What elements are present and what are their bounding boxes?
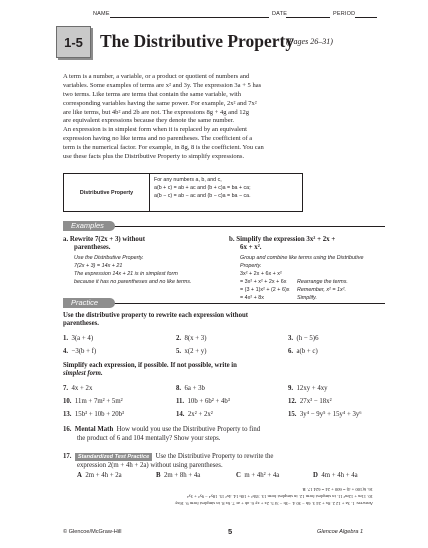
problem-8 [176,385,205,392]
problem-expression: (h − 5)6 [296,335,319,342]
problem-17 [63,453,273,461]
problem-1 [63,335,93,342]
problem-expression: 6a + 3b [184,385,205,392]
example-b-step-expr: = 4x² + 8x [240,294,264,301]
example-a-heading [63,236,145,253]
problem-2 [176,335,206,342]
example-b-step-expr: = (3 + 1)x² + (2 + 6)x [240,286,290,293]
problem-16-line: How would you use the Distributive Property to find [116,426,261,433]
example-a-heading-line: parentheses. [74,244,111,252]
problem-expression: 27x³ − 18x² [299,398,332,405]
problem-expression: 3y⁴ − 9y⁵ + 15y⁴ + 3y⁶ [299,411,362,418]
practice-label: Practice [63,298,115,308]
choice-text: 4m + 4h + 4a [321,472,358,479]
name-line [110,17,269,18]
problem-17-line: Use the Distributive Property to rewrite the [155,453,274,460]
problem-expression: 8(x + 3) [184,335,207,342]
problem-16 [63,426,260,433]
intro-line: An expression is in simplest form when it is replaced by an equivalent [63,126,248,134]
page-range: (Pages 26–31) [286,37,333,46]
answer-key-line: 16. 6(100 + 4) = 600 + 24 = 624 17. B [302,486,373,492]
example-b-body [240,255,363,302]
problem-expression: 3(a + 4) [71,335,94,342]
example-b-step-expr: = 3x² + x² + 2x + 6x [240,278,287,285]
problem-number: 10. [63,398,72,405]
choice-letter: C [236,472,241,479]
problem-expression: x(2 + y) [184,348,207,355]
problem-number: 13. [63,411,72,418]
problem-number: 5. [176,348,182,355]
property-line: For any numbers a, b, and c, [154,177,222,183]
problem-number: 7. [63,385,69,392]
example-b-heading-line: b. Simplify the expression 3x² + 2x + [229,236,336,243]
name-label: NAME [93,11,110,17]
date-line [286,17,330,18]
problem-number: 2. [176,335,182,342]
problem-expression: 12xy + 4xy [296,385,328,392]
problem-number: 4. [63,348,69,355]
intro-line: term is the numerical factor. For example, in 8g, 8 is the coefficient. You can [63,144,264,152]
problem-11 [176,398,230,405]
mental-math-label: Mental Math [74,426,114,433]
problem-16-line: the product of 6 and 104 mentally? Show your steps. [77,435,221,442]
choice-text: 2m + 8h + 4a [163,472,201,479]
page-number: 5 [228,527,233,536]
problem-7 [63,385,92,392]
example-b-step-note: Remember, x² = 1x². [297,286,346,293]
intro-line: two terms. Like terms are terms that contain the same variable, with [63,90,241,98]
example-b-step-note: Rearrange the terms. [297,278,348,285]
example-a-line: 7(2x + 3) = 14x + 21 [74,262,123,269]
problem-expression: 4x + 2x [71,385,93,392]
example-b-line: Group and combine like terms using the Distributive [240,255,364,261]
choice-letter: D [313,472,318,479]
problem-number: 12. [288,398,297,405]
problem-expression: 10b + 6b² + 4b³ [187,398,230,405]
date-label: DATE [272,11,288,17]
problem-expression: 2x² + 2x² [187,411,213,418]
choice-letter: B [156,472,161,479]
problem-6 [288,348,318,355]
choice-text: m + 4h² + 4a [244,472,280,479]
property-line: a(b − c) = ab − ac and (b − c)a = ba − ca. [154,193,251,199]
problem-10 [63,398,123,405]
footer-book-title: Glencoe Algebra 1 [317,529,364,535]
examples-label: Examples [63,221,115,231]
example-a-heading-line: a. Rewrite 7(2x + 3) without [63,236,146,243]
intro-paragraph [63,73,383,162]
period-label: PERIOD [333,11,356,17]
problem-number: 6. [288,348,294,355]
intro-line: A term is a number, a variable, or a product or quotient of numbers and [63,73,250,80]
property-line: a(b + c) = ab + ac and (b + c)a = ba + ca; [154,185,251,191]
distributive-property-box [63,173,303,212]
example-b-line: Property. [240,262,262,269]
problem-14 [176,411,213,418]
problem-expression: a(b + c) [296,348,318,355]
problem-9 [288,385,328,392]
problem-3 [288,335,318,342]
problem-5 [176,348,206,355]
problem-number: 17. [63,453,72,460]
answer-choice-a [77,472,122,479]
intro-line: expression having no like terms and no parentheses. The coefficient of a [63,135,253,143]
problem-number: 9. [288,385,294,392]
property-definition [150,174,255,211]
answer-choice-b [156,472,200,479]
problem-number: 15. [288,411,297,418]
example-a-line: because it has no parentheses and no like terms. [74,278,192,285]
example-b-heading [229,236,335,253]
choice-letter: A [77,472,82,479]
standardized-test-practice-tag: Standardized Test Practice [75,453,152,461]
problem-expression: −3(b + f) [71,348,97,355]
example-b-line: 3x² + 2x + 6x + x² [240,270,282,277]
problem-number: 8. [176,385,182,392]
lesson-number-badge: 1-5 [56,26,91,58]
answer-choice-c [236,472,279,479]
intro-line: variables. Some examples of terms are x² and 3y. The expression 3a + 5 has [63,81,262,89]
example-a-body [74,255,191,287]
problem-12 [288,398,332,405]
property-name: Distributive Property [64,174,150,211]
problem-number: 11. [176,398,185,405]
problem-number: 1. [63,335,69,342]
period-line [355,17,377,18]
problem-expression: 11m + 7m² + 5m² [74,398,123,405]
instruction-line: Use the distributive property to rewrite each expression without [63,312,249,319]
example-a-line: Use the Distributive Property. [74,255,144,261]
practice-instruction-1 [63,312,248,329]
answer-choice-d [313,472,358,479]
problem-number: 14. [176,411,185,418]
instruction-line: simplest form. [63,370,103,378]
problem-15 [288,411,362,418]
problem-13 [63,411,124,418]
example-a-line: The expression 14x + 21 is in simplest form [74,270,178,277]
problem-expression: 15b³ + 10b + 20b³ [74,411,125,418]
problem-17-line: expression 2(m + 4h + 2a) without using parentheses. [77,462,223,469]
answer-key [81,483,373,507]
page-title: The Distributive Property [100,31,295,51]
example-b-step-note: Simplify. [297,294,317,301]
answer-key-line: 10. 11m + 12m² 11. in simplest form 12. in simplest form 13. 35b³ + 10b 14. 4x² 15. 18y⁴ − 9y⁵ + 3y⁶ [186,493,373,499]
instruction-line: parentheses. [63,320,99,328]
problem-number: 3. [288,335,294,342]
answer-key-line: Answers: 1. 3a + 12 2. 8x + 24 3. 6h − 30 4. −3b − 3f 5. 2x + xy 6. ab + ac 7. 6x 8. in simplest form 9. 16xy [174,501,373,506]
footer-copyright: © Glencoe/McGraw-Hill [63,529,122,535]
example-b-heading-line: 6x + x². [240,244,262,252]
practice-instruction-2 [63,362,237,379]
choice-text: 2m + 4h + 2a [85,472,122,479]
problem-number: 16. [63,426,72,433]
problem-4 [63,348,96,355]
intro-line: are like terms, but 4b² and 2b are not. The expressions 8g + 4g and 12g [63,108,250,116]
intro-line: are equivalent expressions because they denote the same number. [63,117,235,125]
intro-line: corresponding variables having the same power. For example, 2x² and 7x² [63,99,257,107]
instruction-line: Simplify each expression, if possible. If not possible, write in [63,362,237,369]
intro-line: use these facts plus the Distributive Property to simplify expressions. [63,153,245,161]
